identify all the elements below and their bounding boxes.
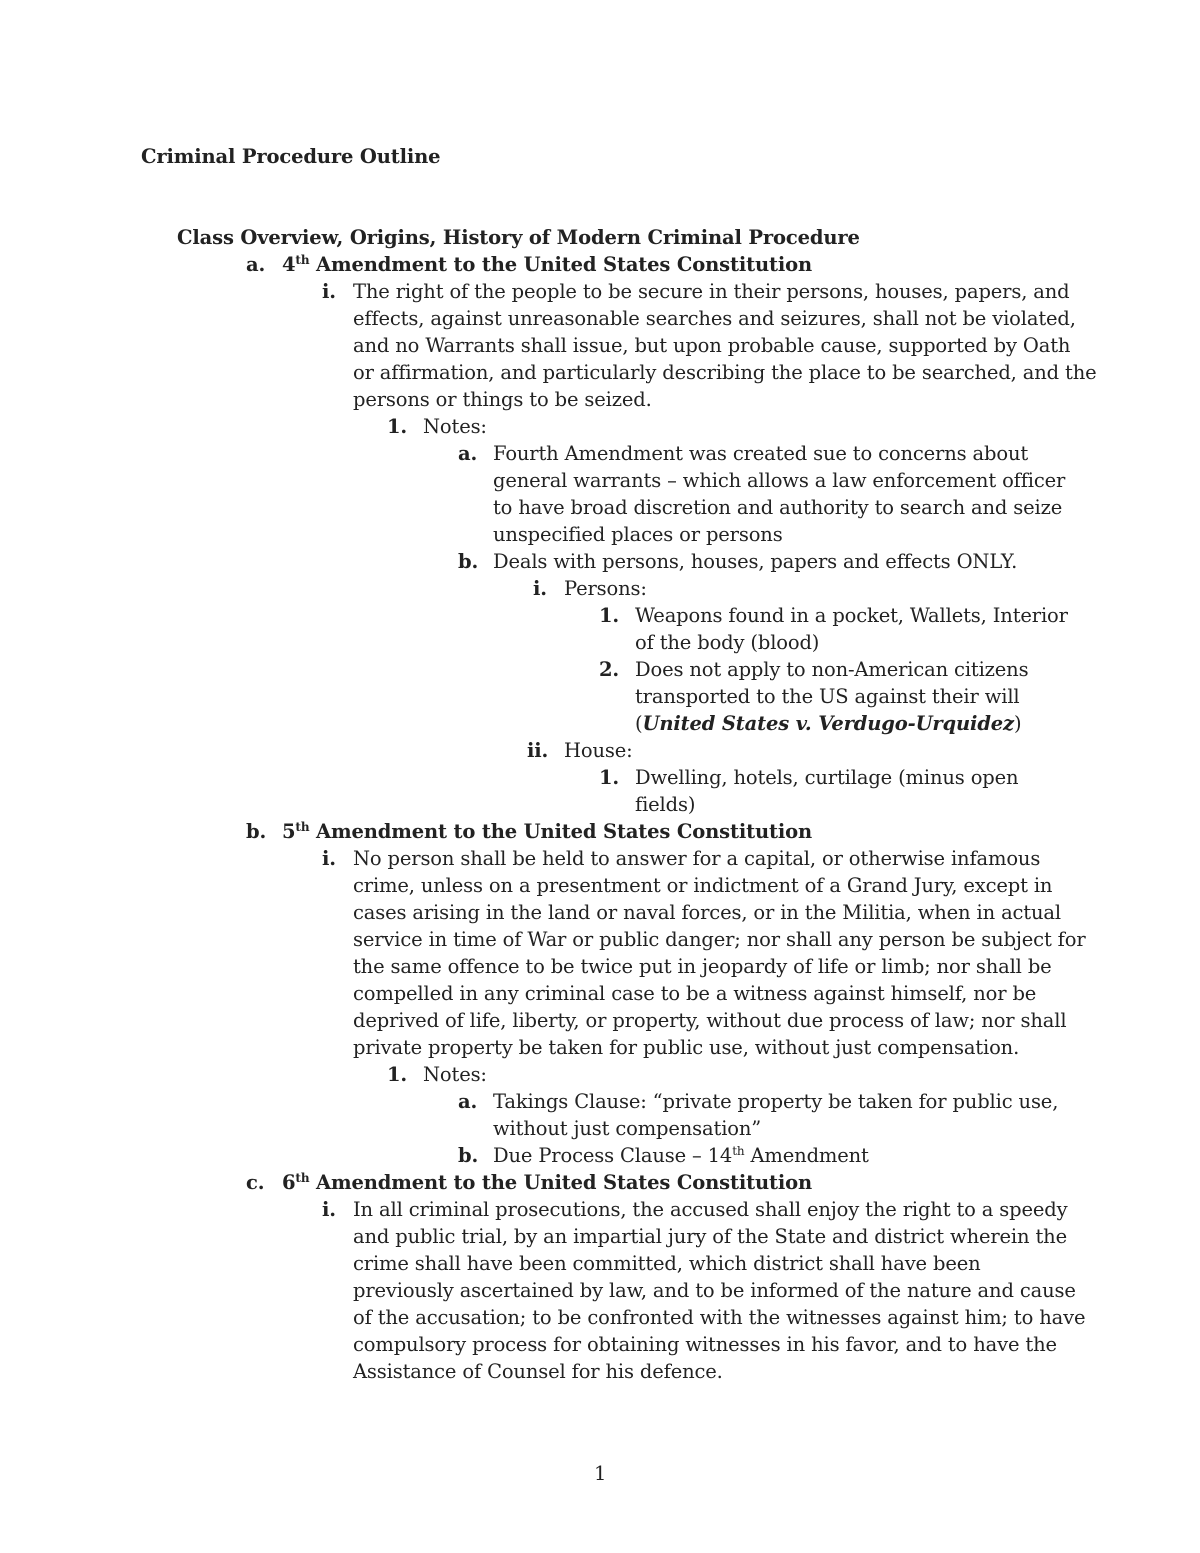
text-line: persons or things to be seized. bbox=[353, 388, 652, 411]
text-line: Does not apply to non-American citizens bbox=[635, 658, 1029, 681]
list-marker: i. bbox=[322, 847, 336, 870]
text-line: fields) bbox=[635, 793, 696, 816]
text-line: crime shall have been committed, which district shall have been bbox=[353, 1252, 981, 1275]
text-line: transported to the US against their will bbox=[635, 685, 1020, 708]
document-title: Criminal Procedure Outline bbox=[141, 145, 441, 168]
list-marker: 1. bbox=[387, 1063, 408, 1086]
text-line: compulsory process for obtaining witnesses in his favor, and to have the bbox=[353, 1333, 1057, 1356]
amendment-6-heading: 6th Amendment to the United States Constitution bbox=[282, 1171, 812, 1194]
house-label: House: bbox=[564, 739, 633, 762]
text-line: Weapons found in a pocket, Wallets, Interior bbox=[635, 604, 1068, 627]
text-line: private property be taken for public use, without just compensation. bbox=[353, 1036, 1020, 1059]
text-line: of the body (blood) bbox=[635, 631, 820, 654]
text-line: and public trial, by an impartial jury of the State and district wherein the bbox=[353, 1225, 1067, 1248]
text-line: to have broad discretion and authority to search and seize bbox=[493, 496, 1063, 519]
notes-label: Notes: bbox=[423, 415, 487, 438]
text-line: without just compensation” bbox=[493, 1117, 762, 1140]
text-line: unspecified places or persons bbox=[493, 523, 783, 546]
text-line: of the accusation; to be confronted with the witnesses against him; to have bbox=[353, 1306, 1086, 1329]
list-marker: ii. bbox=[527, 739, 549, 762]
text-line: Deals with persons, houses, papers and effects ONLY. bbox=[493, 550, 1018, 573]
list-marker: i. bbox=[322, 280, 336, 303]
list-marker: a. bbox=[458, 442, 478, 465]
amendment-5-heading: 5th Amendment to the United States Constitution bbox=[282, 820, 812, 843]
text-line: cases arising in the land or naval forces, or in the Militia, when in actual bbox=[353, 901, 1061, 924]
text-line: Assistance of Counsel for his defence. bbox=[353, 1360, 723, 1383]
text-line: Takings Clause: “private property be taken for public use, bbox=[493, 1090, 1059, 1113]
page-number: 1 bbox=[594, 1462, 607, 1485]
text-line: previously ascertained by law, and to be informed of the nature and cause bbox=[353, 1279, 1076, 1302]
text-line: crime, unless on a presentment or indictment of a Grand Jury, except in bbox=[353, 874, 1053, 897]
text-line: Dwelling, hotels, curtilage (minus open bbox=[635, 766, 1019, 789]
case-name: United States v. Verdugo-Urquidez bbox=[642, 712, 1014, 735]
list-marker: a. bbox=[246, 253, 266, 276]
text-line: general warrants – which allows a law enforcement officer bbox=[493, 469, 1066, 492]
list-marker: 1. bbox=[599, 766, 620, 789]
text-line: and no Warrants shall issue, but upon probable cause, supported by Oath bbox=[353, 334, 1071, 357]
text-line: Fourth Amendment was created sue to concerns about bbox=[493, 442, 1029, 465]
text-line: The right of the people to be secure in their persons, houses, papers, and bbox=[353, 280, 1070, 303]
text-line: effects, against unreasonable searches and seizures, shall not be violated, bbox=[353, 307, 1076, 330]
list-marker: 2. bbox=[599, 658, 620, 681]
case-citation: (United States v. Verdugo-Urquidez) bbox=[635, 712, 1022, 735]
text-line: In all criminal prosecutions, the accused shall enjoy the right to a speedy bbox=[353, 1198, 1068, 1221]
text-line: service in time of War or public danger; nor shall any person be subject for bbox=[353, 928, 1086, 951]
text-line: deprived of life, liberty, or property, without due process of law; nor shall bbox=[353, 1009, 1067, 1032]
persons-label: Persons: bbox=[564, 577, 647, 600]
list-marker: c. bbox=[246, 1171, 265, 1194]
list-marker: b. bbox=[246, 820, 267, 843]
notes-label: Notes: bbox=[423, 1063, 487, 1086]
list-marker: b. bbox=[458, 1144, 479, 1167]
text-line: or affirmation, and particularly describing the place to be searched, and the bbox=[353, 361, 1097, 384]
list-marker: i. bbox=[322, 1198, 336, 1221]
text-line: the same offence to be twice put in jeopardy of life or limb; nor shall be bbox=[353, 955, 1052, 978]
list-marker: i. bbox=[533, 577, 547, 600]
text-line: compelled in any criminal case to be a witness against himself, nor be bbox=[353, 982, 1037, 1005]
list-marker: 1. bbox=[599, 604, 620, 627]
section-heading: Class Overview, Origins, History of Modern Criminal Procedure bbox=[177, 226, 860, 249]
list-marker: b. bbox=[458, 550, 479, 573]
text-line: No person shall be held to answer for a capital, or otherwise infamous bbox=[353, 847, 1041, 870]
text-line: Due Process Clause – 14th Amendment bbox=[493, 1144, 869, 1167]
list-marker: 1. bbox=[387, 415, 408, 438]
list-marker: a. bbox=[458, 1090, 478, 1113]
amendment-4-heading: 4th Amendment to the United States Constitution bbox=[282, 253, 812, 276]
